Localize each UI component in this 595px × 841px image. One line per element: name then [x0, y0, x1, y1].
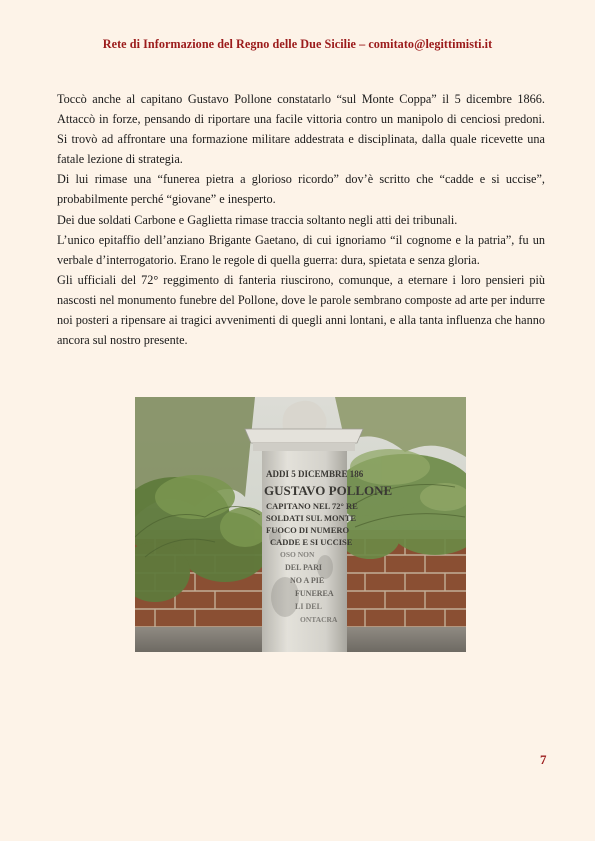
- inscription-line: CADDE E SI UCCISE: [270, 537, 353, 547]
- inscription-line: LI DEL: [295, 602, 322, 611]
- page-number: 7: [540, 752, 547, 767]
- paragraph: Gli ufficiali del 72° reggimento di fanteria riuscirono, comunque, a eternare i loro pensieri più nascosti nel monumento funebre del Pollone, dove le parole sembrano composte ad arte per indurre noi posteri a ripensare ai tragici avvenimenti di quegli anni lontani, e alla tanta influenza che hanno ancora sul nostro presente.: [57, 272, 545, 348]
- paragraph: Toccò anche al capitano Gustavo Pollone constatarlo “sul Monte Coppa” il 5 dicembre 1866. Attaccò in forze, pensando di riportare una facile vittoria contro un manipolo di cenciosi predoni. Si trovò ad affrontare una formazione militare addestrata e disciplinata, dalla quale ricevette una fatale lezione di strategia.: [57, 92, 545, 167]
- paragraph: Dei due soldati Carbone e Gaglietta rimase traccia soltanto negli atti dei tribunali.: [57, 212, 458, 227]
- page-header: Rete di Informazione del Regno delle Due Sicilie – comitato@legittimisti.it: [102, 37, 493, 51]
- inscription-line: OSO NON: [280, 550, 315, 559]
- inscription-line: SOLDATI SUL MONTE: [266, 513, 357, 523]
- inscription-line: GUSTAVO POLLONE: [264, 483, 393, 498]
- body-text: [57, 89, 545, 350]
- inscription-line: ONTACRA: [300, 615, 338, 624]
- inscription-line: ADDI 5 DICEMBRE 186: [266, 469, 364, 479]
- paragraph: L’unico epitaffio dell’anziano Brigante Gaetano, di cui ignoriamo “il cognome e la patria”, fu un verbale d’interrogatorio. Erano le regole di quella guerra: dura, spietata e senza gloria.: [57, 232, 545, 267]
- monument-photo: [135, 397, 466, 652]
- inscription-line: DEL PARI: [285, 563, 322, 572]
- inscription-line: FUNEREA: [295, 589, 334, 598]
- paragraph: Di lui rimase una “funerea pietra a glorioso ricordo” dov’è scritto che “cadde e si uccise”, probabilmente perché “giovane” e inesperto.: [57, 172, 545, 207]
- inscription-line: FUOCO DI NUMERO: [266, 525, 350, 535]
- inscription-line: CAPITANO NEL 72° RE: [266, 501, 358, 511]
- inscription-line: NO A PIE: [290, 576, 325, 585]
